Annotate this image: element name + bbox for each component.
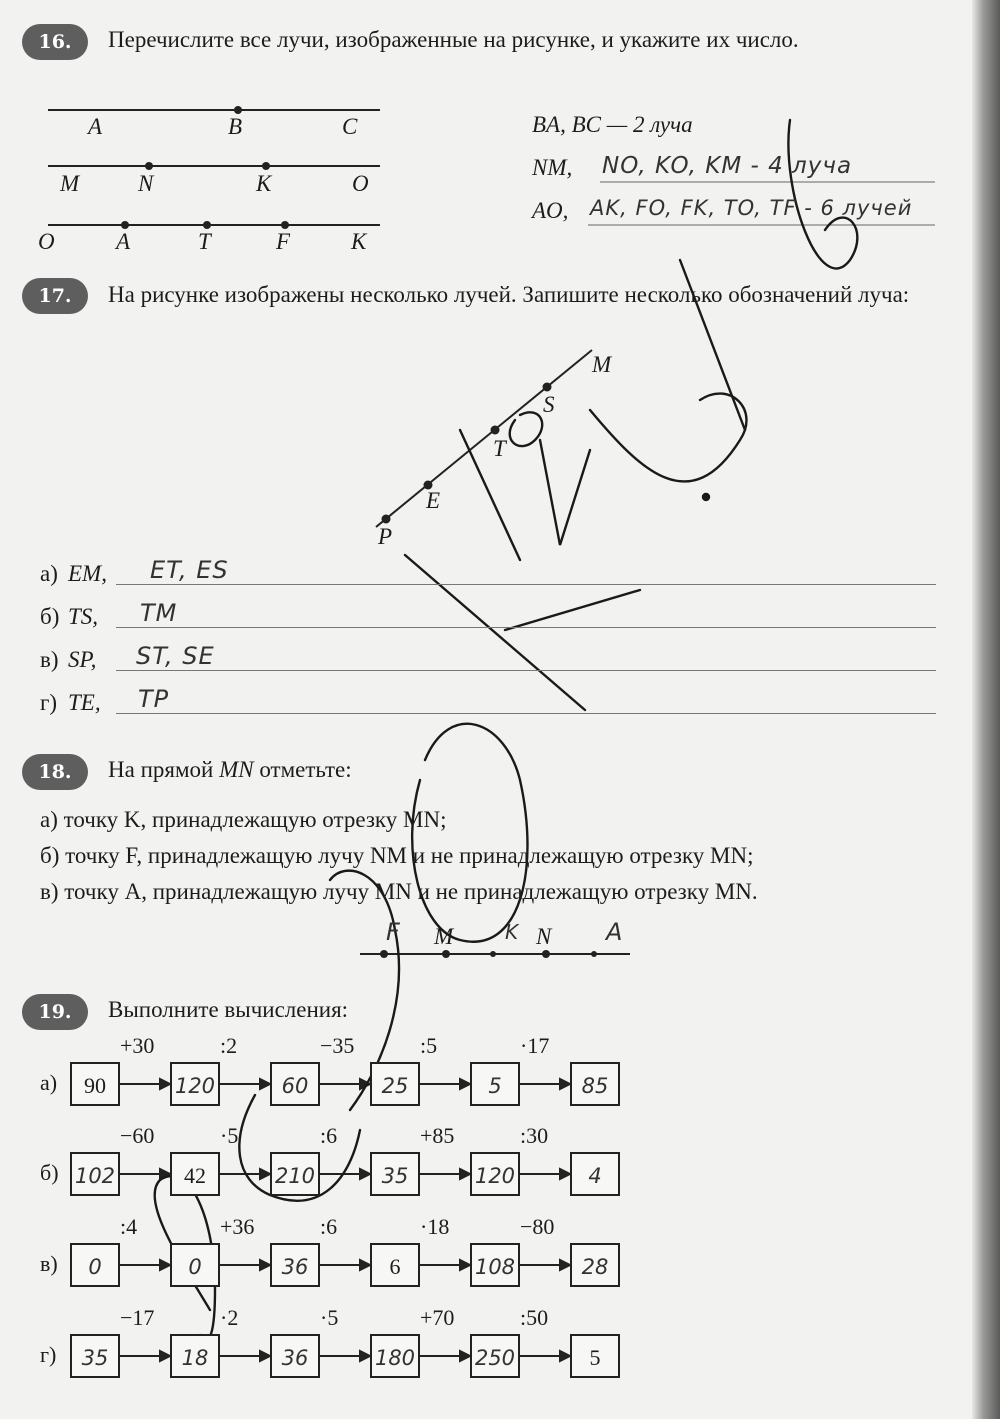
label-m18: M — [434, 924, 454, 949]
calc-operation: :6 — [320, 1123, 338, 1148]
calc-operation: :6 — [320, 1214, 338, 1239]
label-t16: T — [198, 229, 211, 254]
calc-box: 35 — [370, 1152, 420, 1196]
calc-arrow-head — [460, 1079, 470, 1089]
label-a16b: A — [116, 229, 131, 254]
calc-arrow-head — [360, 1260, 370, 1270]
calc-box: 120 — [170, 1062, 220, 1106]
point-n18 — [542, 950, 550, 958]
calc-arrow-head — [160, 1079, 170, 1089]
point-f — [281, 221, 289, 229]
label-a18: A — [606, 918, 624, 946]
label-k18: K — [505, 920, 520, 944]
item-17d-answer: TP — [138, 685, 170, 713]
item-17a-answer: ET, ES — [150, 556, 229, 584]
task-16-text: Перечислите все лучи, изображенные на рисунке, и укажите их число. — [108, 27, 799, 52]
item-17c-label: в) — [40, 647, 59, 672]
answer-16-2-handwritten: NO, KO, KM - 4 луча — [602, 153, 853, 179]
calc-operation: ·5 — [220, 1123, 239, 1148]
calc-box: 60 — [270, 1062, 320, 1106]
calc-operation: −80 — [520, 1214, 555, 1239]
calc-operation: −35 — [320, 1033, 355, 1058]
calc-box: 28 — [570, 1243, 620, 1287]
calc-arrow-head — [460, 1169, 470, 1179]
calc-operation: +36 — [220, 1214, 255, 1239]
label-f18: F — [386, 918, 401, 946]
label-p17: P — [378, 524, 393, 549]
calc-arrow-head — [360, 1169, 370, 1179]
point-f18 — [380, 950, 388, 958]
item-17d-label: г) — [40, 690, 58, 715]
answer-16-1: BA, BC — 2 луча — [532, 112, 693, 137]
calc-operation: ·17 — [520, 1033, 550, 1058]
point-s — [543, 383, 552, 392]
answer-16-2-prefix: NM, — [532, 155, 573, 180]
label-m16: M — [60, 171, 80, 196]
calc-operation: +30 — [120, 1033, 155, 1058]
calc-operation: ·5 — [320, 1305, 339, 1330]
calc-box: 36 — [270, 1334, 320, 1378]
point-t — [203, 221, 211, 229]
point-t17 — [491, 426, 500, 435]
calc-arrow-head — [160, 1351, 170, 1361]
calc-operation: :50 — [520, 1305, 549, 1330]
point-a18 — [591, 951, 597, 957]
task-17-text: На рисунке изображены несколько лучей. Запишите несколько обозначений луча: — [108, 282, 910, 307]
item-17d-ray: TE, — [68, 690, 101, 715]
calc-arrow-head — [460, 1260, 470, 1270]
calc-box: 18 — [170, 1334, 220, 1378]
label-n18: N — [536, 924, 552, 949]
item-17c-answer: ST, SE — [136, 642, 215, 670]
point-a — [121, 221, 129, 229]
calc-box: 210 — [270, 1152, 320, 1196]
calc-arrow-head — [360, 1351, 370, 1361]
label-k16b: K — [351, 229, 367, 254]
label-a16: A — [88, 114, 103, 139]
calc-operation: +70 — [420, 1305, 455, 1330]
calc-box: 180 — [370, 1334, 420, 1378]
calc-arrow-head — [260, 1079, 270, 1089]
calc-arrow-head — [260, 1169, 270, 1179]
point-b — [234, 106, 242, 114]
task-17-badge: 17. — [22, 278, 88, 314]
calc-box: 90 — [70, 1062, 120, 1106]
calc-operation: :2 — [220, 1033, 238, 1058]
calc-arrow-head — [160, 1260, 170, 1270]
calc-box: 36 — [270, 1243, 320, 1287]
answer-16-3-prefix: AO, — [532, 198, 569, 223]
label-o16b: O — [38, 229, 55, 254]
label-m17: M — [592, 352, 612, 377]
task-18-title: На прямой MN отметьте: — [108, 757, 352, 782]
item-17c-ray: SP, — [68, 647, 97, 672]
ray-pm — [376, 350, 592, 527]
calc-operation: −60 — [120, 1123, 155, 1148]
item-17b-answer: TM — [140, 599, 178, 627]
calc-arrow-head — [260, 1351, 270, 1361]
calc-box: 0 — [170, 1243, 220, 1287]
label-o16: O — [352, 171, 369, 196]
point-k18 — [490, 951, 496, 957]
calc-arrow-head — [560, 1351, 570, 1361]
task-19-badge: 19. — [22, 994, 88, 1030]
label-s17: S — [543, 392, 555, 417]
item-17a-ray: EM, — [68, 561, 107, 586]
task-18-item-b: б) точку F, принадлежащую лучу NM и не принадлежащую отрезку MN; — [40, 843, 754, 868]
calc-box: 120 — [470, 1152, 520, 1196]
label-k16: K — [256, 171, 272, 196]
calc-row-label: в) — [40, 1251, 58, 1276]
point-k — [262, 162, 270, 170]
calc-box: 5 — [570, 1334, 620, 1378]
calc-box: 250 — [470, 1334, 520, 1378]
answer-16-3-handwritten: AK, FO, FK, TO, TF - 6 лучей — [590, 196, 913, 220]
calc-arrow-head — [460, 1351, 470, 1361]
label-f16: F — [276, 229, 291, 254]
calc-operation: ·2 — [220, 1305, 239, 1330]
calc-box: 35 — [70, 1334, 120, 1378]
calc-box: 85 — [570, 1062, 620, 1106]
calc-box: 25 — [370, 1062, 420, 1106]
item-17a-label: а) — [40, 561, 58, 586]
calc-box: 4 — [570, 1152, 620, 1196]
point-n — [145, 162, 153, 170]
calc-row-label: а) — [40, 1070, 58, 1095]
calc-operation: :4 — [120, 1214, 138, 1239]
calc-box: 102 — [70, 1152, 120, 1196]
task-18-item-c: в) точку A, принадлежащую лучу MN и не принадлежащую отрезку MN. — [40, 879, 758, 904]
item-17b-label: б) — [40, 604, 60, 629]
label-b16: B — [228, 114, 243, 139]
calc-box: 108 — [470, 1243, 520, 1287]
calc-operation: ·18 — [420, 1214, 450, 1239]
task-16-badge: 16. — [22, 24, 88, 60]
calc-box: 5 — [470, 1062, 520, 1106]
calc-box: 0 — [70, 1243, 120, 1287]
point-p — [382, 515, 391, 524]
label-c16: C — [342, 114, 358, 139]
label-t17: T — [493, 436, 506, 461]
task-19-text: Выполните вычисления: — [108, 997, 349, 1022]
label-n16: N — [138, 171, 154, 196]
point-m18 — [442, 950, 450, 958]
label-e17: E — [426, 488, 441, 513]
calc-arrow-head — [560, 1260, 570, 1270]
calc-operation: :30 — [520, 1123, 549, 1148]
calc-arrow-head — [560, 1169, 570, 1179]
calc-operation: −17 — [120, 1305, 155, 1330]
calc-arrow-head — [260, 1260, 270, 1270]
task-18-item-a: а) точку K, принадлежащую отрезку MN; — [40, 807, 447, 832]
calc-arrow-head — [560, 1079, 570, 1089]
calc-box: 42 — [170, 1152, 220, 1196]
task-18-badge: 18. — [22, 754, 88, 790]
calc-row-label: б) — [40, 1160, 59, 1185]
calc-operation: :5 — [420, 1033, 438, 1058]
calc-operation: +85 — [420, 1123, 455, 1148]
calc-box: 6 — [370, 1243, 420, 1287]
calc-row-label: г) — [40, 1342, 57, 1367]
item-17b-ray: TS, — [68, 604, 99, 629]
